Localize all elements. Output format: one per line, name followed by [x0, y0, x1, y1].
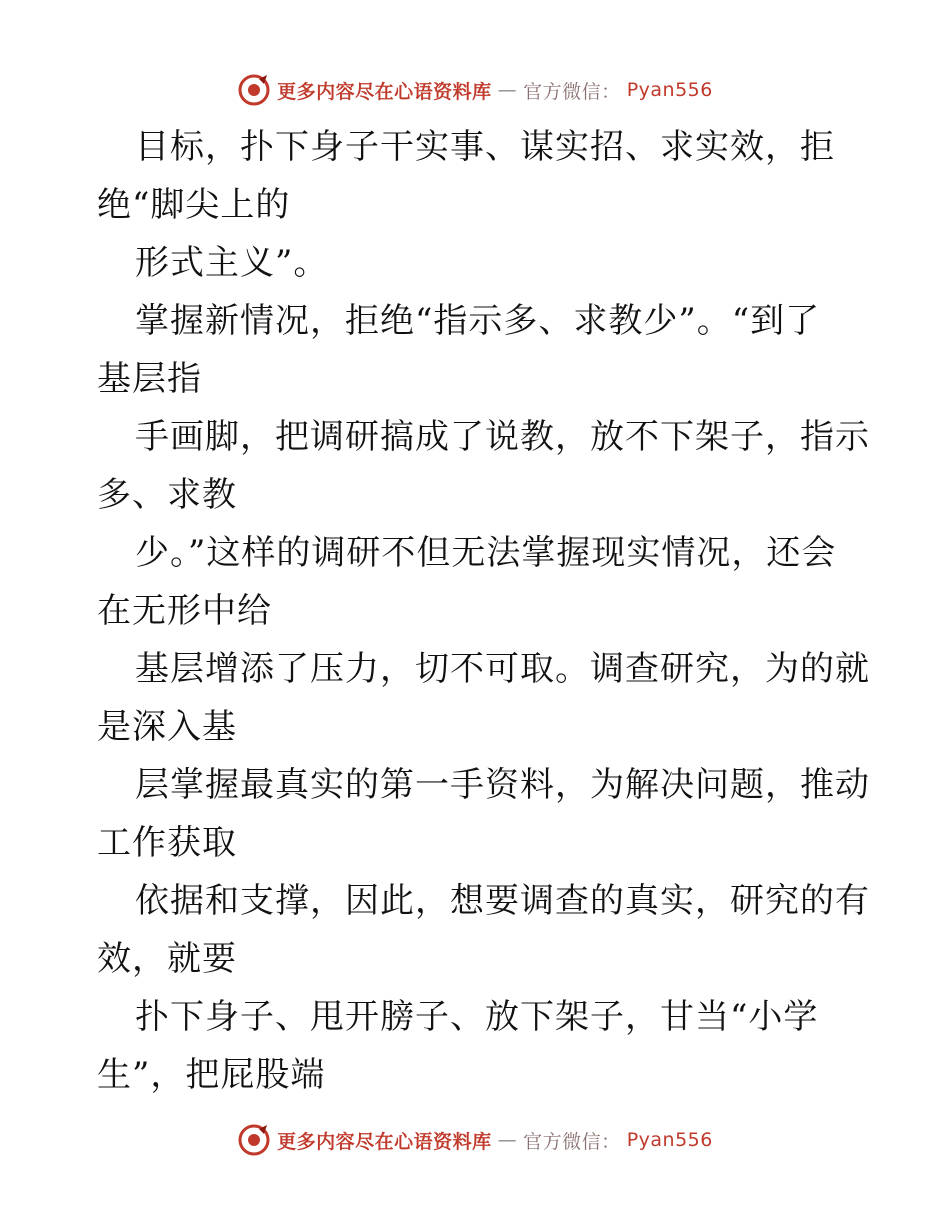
logo-icon — [237, 1123, 271, 1157]
watermark-main-text: 更多内容尽在心语资料库 — [277, 1130, 492, 1153]
text-line: 是深入基 — [97, 707, 237, 747]
text-line: 依据和支撑，因此，想要调查的真实，研究的有 — [135, 881, 870, 921]
header-watermark — [0, 70, 950, 110]
text-line: 基层指 — [97, 359, 202, 399]
document-body — [97, 118, 870, 1104]
logo-icon — [237, 73, 271, 107]
watermark-dash: — — [497, 79, 518, 101]
text-line: 效，就要 — [97, 939, 237, 979]
watermark-wechat-id: Pyan556 — [626, 79, 713, 101]
watermark-wechat-id: Pyan556 — [626, 1129, 713, 1151]
text-line: 绝“脚尖上的 — [97, 185, 291, 225]
text-line: 手画脚，把调研搞成了说教，放不下架子，指示 — [135, 417, 870, 457]
text-line: 在无形中给 — [97, 591, 272, 631]
text-line: 目标，扑下身子干实事、谋实招、求实效，拒 — [135, 127, 835, 167]
text-line: 少。”这样的调研不但无法掌握现实情况，还会 — [135, 533, 837, 573]
watermark-wechat-label: 官方微信： — [523, 1130, 621, 1153]
text-line: 工作获取 — [97, 823, 237, 863]
text-line: 生”，把屁股端 — [97, 1055, 326, 1095]
text-line: 多、求教 — [97, 475, 237, 515]
text-line: 层掌握最真实的第一手资料，为解决问题，推动 — [135, 765, 870, 805]
watermark-dash: — — [497, 1129, 518, 1151]
watermark-main-text: 更多内容尽在心语资料库 — [277, 80, 492, 103]
text-line: 扑下身子、甩开膀子、放下架子，甘当“小学 — [135, 997, 819, 1037]
text-line: 形式主义”。 — [135, 243, 329, 283]
text-line: 基层增添了压力，切不可取。调查研究，为的就 — [135, 649, 870, 689]
watermark-wechat-label: 官方微信： — [523, 80, 621, 103]
footer-watermark — [0, 1120, 950, 1160]
text-line: 掌握新情况，拒绝“指示多、求教少”。“到了 — [135, 301, 821, 341]
